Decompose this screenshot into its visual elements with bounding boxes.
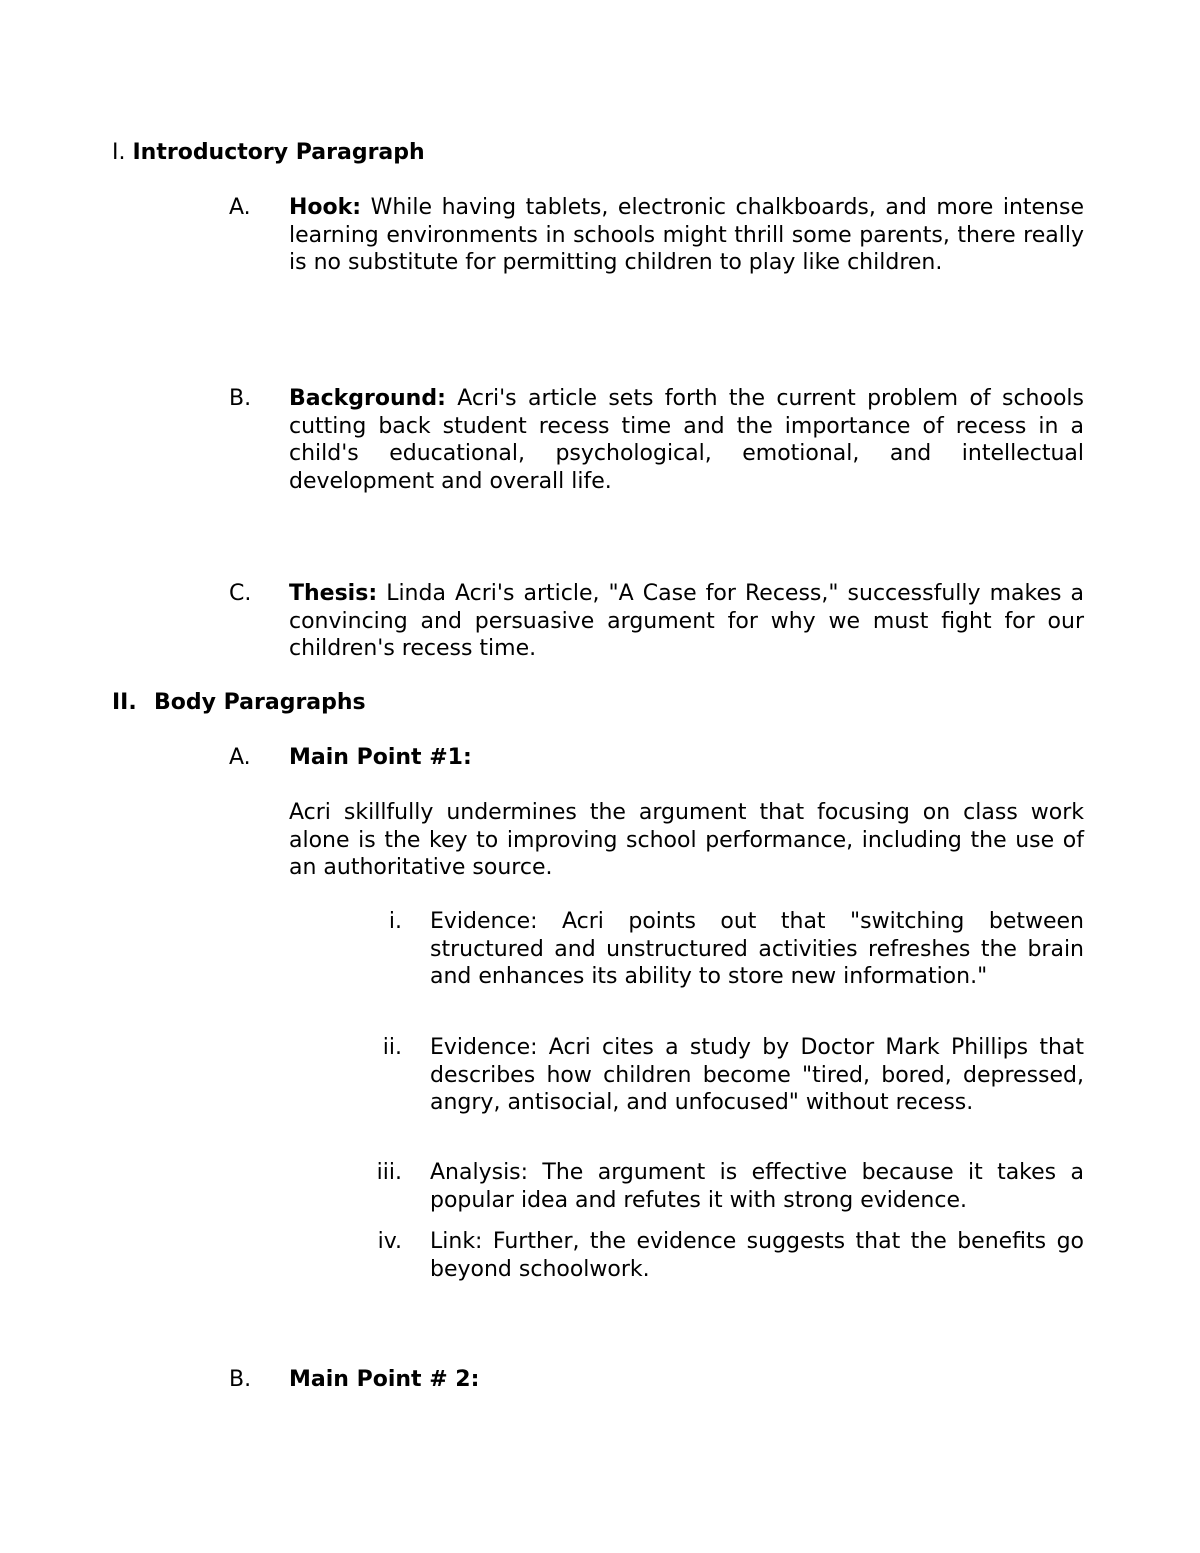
item-1b-paragraph [289, 385, 1084, 495]
subitem-iv-text: Link: Further, the evidence suggests that the benefits go beyond schoolwork. [430, 1229, 1084, 1282]
item-1c-paragraph [289, 580, 1084, 663]
thesis-label: Thesis: [289, 581, 378, 606]
main-point-1-letter: A. [229, 745, 251, 770]
main-point-1-text: Acri skillfully undermines the argument that focusing on class work alone is the key to improving school performance, including the use of an authoritative source. [289, 800, 1084, 880]
subitem-i-numeral: i. [388, 909, 402, 934]
subitem-iii-text: Analysis: The argument is effective because it takes a popular idea and refutes it with strong evidence. [430, 1160, 1084, 1213]
main-point-2-label: Main Point # 2: [289, 1367, 480, 1392]
hook-text: While having tablets, electronic chalkboards, and more intense learning environments in schools might thrill some parents, there really is no substitute for permitting children to play like children. [289, 195, 1084, 275]
subitem-ii-text: Evidence: Acri cites a study by Doctor Mark Phillips that describes how children become "tired, bored, depressed, angry, antisocial, and unfocused" without recess. [430, 1035, 1084, 1115]
section-1-numeral: I. [112, 140, 126, 165]
subitem-iv-numeral: iv. [377, 1229, 402, 1254]
item-1a-paragraph [289, 194, 1084, 277]
item-1b-letter: B. [229, 386, 252, 411]
hook-label: Hook: [289, 195, 362, 220]
section-2-numeral: II. [112, 690, 137, 715]
section-1-title: Introductory Paragraph [132, 140, 425, 165]
section-1-heading [112, 139, 1012, 167]
main-point-1-label: Main Point #1: [289, 745, 472, 770]
main-point-2-letter: B. [229, 1367, 252, 1392]
background-label: Background: [289, 386, 446, 411]
background-text: Acri's article sets forth the current problem of schools cutting back student recess time and the importance of recess in a child's educational, psychological, emotional, and intellectual development and overall life. [289, 386, 1084, 494]
subitem-i-text: Evidence: Acri points out that "switching between structured and unstructured activities refreshes the brain and enhances its ability to store new information." [430, 909, 1084, 989]
subitem-iii-numeral: iii. [376, 1160, 402, 1185]
thesis-text: Linda Acri's article, "A Case for Recess," successfully makes a convincing and persuasive argument for why we must fight for our children's recess time. [289, 581, 1084, 661]
section-2-title: Body Paragraphs [154, 690, 366, 715]
subitem-ii-numeral: ii. [382, 1035, 402, 1060]
item-1a-letter: A. [229, 195, 251, 220]
item-1c-letter: C. [229, 581, 252, 606]
